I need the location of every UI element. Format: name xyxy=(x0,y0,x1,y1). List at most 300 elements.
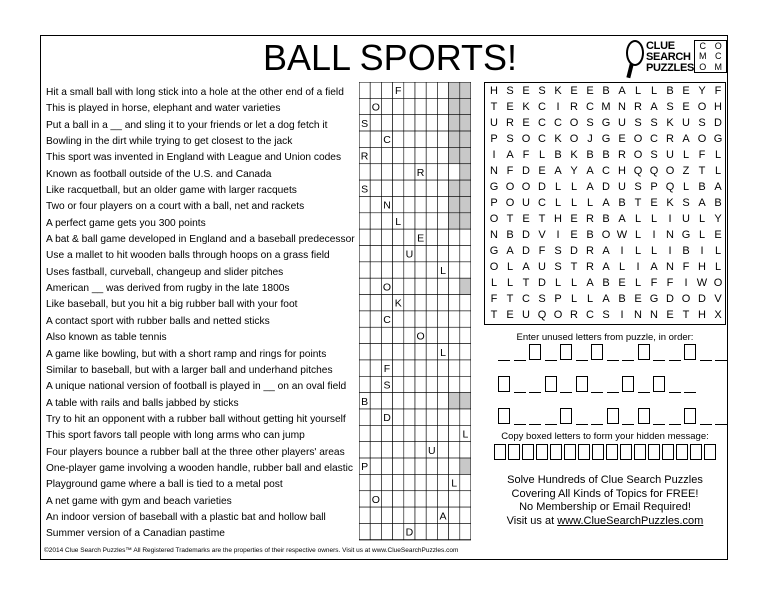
answer-cell[interactable] xyxy=(370,278,381,294)
message-letter-box[interactable] xyxy=(508,444,520,460)
word-search-letter[interactable]: A xyxy=(618,213,626,225)
answer-cell[interactable] xyxy=(359,311,370,327)
word-search-letter[interactable]: U xyxy=(522,197,530,209)
letter-blank[interactable] xyxy=(591,423,603,425)
word-search-letter[interactable]: E xyxy=(570,85,578,97)
answer-cell[interactable] xyxy=(393,409,404,425)
word-search-letter[interactable]: Q xyxy=(537,309,547,321)
answer-cell[interactable] xyxy=(449,442,460,458)
answer-cell[interactable] xyxy=(404,442,415,458)
word-search-letter[interactable]: O xyxy=(521,133,531,145)
answer-cell[interactable] xyxy=(426,131,437,147)
word-search-letter[interactable]: R xyxy=(586,213,594,225)
word-search-letter[interactable]: P xyxy=(490,197,498,209)
word-search-letter[interactable]: L xyxy=(490,277,498,289)
message-letter-box[interactable] xyxy=(578,444,590,460)
answer-cell[interactable] xyxy=(449,523,460,539)
word-search-letter[interactable]: O xyxy=(569,117,579,129)
answer-cell[interactable] xyxy=(415,507,426,523)
answer-cell[interactable] xyxy=(449,425,460,441)
answer-cell[interactable] xyxy=(381,229,392,245)
word-search-letter[interactable]: E xyxy=(570,213,578,225)
word-search-letter[interactable]: K xyxy=(522,101,530,113)
word-search-letter[interactable]: B xyxy=(602,213,610,225)
word-search-letter[interactable]: S xyxy=(602,309,610,321)
word-search-letter[interactable]: I xyxy=(620,309,624,321)
answer-cell[interactable] xyxy=(437,458,448,474)
answer-cell[interactable] xyxy=(381,147,392,163)
hidden-letter-box[interactable] xyxy=(638,344,650,360)
answer-cell[interactable] xyxy=(415,180,426,196)
word-search-letter[interactable]: E xyxy=(522,117,530,129)
answer-cell[interactable] xyxy=(370,262,381,278)
answer-cell[interactable] xyxy=(437,115,448,131)
answer-cell[interactable] xyxy=(437,164,448,180)
answer-cell[interactable] xyxy=(415,376,426,392)
answer-cell[interactable] xyxy=(393,98,404,114)
answer-cell[interactable] xyxy=(415,115,426,131)
answer-cell[interactable] xyxy=(370,344,381,360)
answer-cell[interactable] xyxy=(370,311,381,327)
answer-cell[interactable] xyxy=(449,344,460,360)
answer-cell[interactable] xyxy=(404,425,415,441)
word-search-letter[interactable]: O xyxy=(601,229,611,241)
message-letter-box[interactable] xyxy=(620,444,632,460)
letter-blank[interactable] xyxy=(514,423,526,425)
answer-cell[interactable] xyxy=(437,491,448,507)
word-search-letter[interactable]: F xyxy=(666,277,674,289)
message-letter-box[interactable] xyxy=(648,444,660,460)
word-search-letter[interactable]: L xyxy=(634,245,642,257)
word-search-letter[interactable]: I xyxy=(700,245,704,257)
letter-blank[interactable] xyxy=(715,359,727,361)
letter-blank[interactable] xyxy=(576,359,588,361)
word-search-letter[interactable]: I xyxy=(620,245,624,257)
answer-cell[interactable] xyxy=(460,327,471,343)
word-search-letter[interactable]: R xyxy=(570,101,578,113)
word-search-letter[interactable]: C xyxy=(650,133,658,145)
answer-cell[interactable] xyxy=(415,196,426,212)
answer-cell[interactable] xyxy=(426,311,437,327)
message-letter-box[interactable] xyxy=(592,444,604,460)
word-search-letter[interactable]: A xyxy=(522,261,530,273)
answer-cell[interactable] xyxy=(381,523,392,539)
word-search-letter[interactable]: U xyxy=(618,117,626,129)
word-search-letter[interactable]: T xyxy=(538,213,546,225)
answer-cell[interactable] xyxy=(404,344,415,360)
word-search-letter[interactable]: F xyxy=(682,261,690,273)
word-search-letter[interactable]: C xyxy=(538,117,546,129)
answer-cell[interactable] xyxy=(437,393,448,409)
word-search-letter[interactable]: N xyxy=(666,261,674,273)
answer-cell[interactable] xyxy=(415,360,426,376)
word-search-letter[interactable]: A xyxy=(618,85,626,97)
word-search-letter[interactable]: V xyxy=(538,229,546,241)
answer-cell[interactable] xyxy=(449,327,460,343)
word-search-letter[interactable]: E xyxy=(714,229,722,241)
word-search-letter[interactable]: L xyxy=(714,149,722,161)
answer-cell[interactable] xyxy=(370,360,381,376)
answer-cell[interactable] xyxy=(426,278,437,294)
answer-cell[interactable] xyxy=(437,147,448,163)
word-search-letter[interactable]: F xyxy=(650,277,658,289)
word-search-letter[interactable]: J xyxy=(587,133,593,145)
answer-cell[interactable] xyxy=(426,180,437,196)
answer-cell[interactable] xyxy=(460,295,471,311)
letter-blank[interactable] xyxy=(700,423,712,425)
letter-blank[interactable] xyxy=(684,391,696,393)
word-search-letter[interactable]: T xyxy=(506,293,514,305)
answer-cell[interactable] xyxy=(415,82,426,98)
answer-cell[interactable] xyxy=(393,131,404,147)
answer-cell[interactable] xyxy=(437,196,448,212)
answer-cell[interactable] xyxy=(404,278,415,294)
word-search-letter[interactable]: B xyxy=(666,85,674,97)
answer-cell[interactable] xyxy=(437,295,448,311)
answer-cell[interactable] xyxy=(460,442,471,458)
answer-cell[interactable] xyxy=(381,458,392,474)
word-search-letter[interactable]: L xyxy=(682,149,690,161)
answer-cell[interactable] xyxy=(426,164,437,180)
letter-blank[interactable] xyxy=(514,359,526,361)
answer-cell[interactable] xyxy=(370,458,381,474)
word-search-letter[interactable]: O xyxy=(713,277,723,289)
answer-cell[interactable] xyxy=(415,278,426,294)
answer-cell[interactable] xyxy=(449,507,460,523)
answer-cell[interactable] xyxy=(460,507,471,523)
word-search-letter[interactable]: R xyxy=(666,133,674,145)
word-search-letter[interactable]: H xyxy=(554,213,562,225)
answer-cell[interactable] xyxy=(437,98,448,114)
word-search-letter[interactable]: L xyxy=(554,181,562,193)
word-search-letter[interactable]: B xyxy=(554,149,562,161)
word-search-letter[interactable]: C xyxy=(522,293,530,305)
word-search-letter[interactable]: L xyxy=(714,261,722,273)
letter-blank[interactable] xyxy=(576,423,588,425)
word-search-letter[interactable]: E xyxy=(618,277,626,289)
word-search-letter[interactable]: K xyxy=(554,133,562,145)
answer-cell[interactable] xyxy=(404,295,415,311)
hidden-letter-box[interactable] xyxy=(545,376,557,392)
answer-cell[interactable] xyxy=(381,98,392,114)
word-search-letter[interactable]: B xyxy=(618,293,626,305)
answer-cell[interactable] xyxy=(460,344,471,360)
answer-cell[interactable] xyxy=(415,295,426,311)
answer-cell[interactable] xyxy=(404,491,415,507)
letter-blank[interactable] xyxy=(715,423,727,425)
word-search-letter[interactable]: E xyxy=(506,101,514,113)
answer-cell[interactable] xyxy=(437,246,448,262)
answer-cell[interactable] xyxy=(404,474,415,490)
word-search-letter[interactable]: S xyxy=(538,293,546,305)
answer-cell[interactable] xyxy=(359,507,370,523)
word-search-letter[interactable]: E xyxy=(522,213,530,225)
word-search-letter[interactable]: O xyxy=(697,101,707,113)
word-search-letter[interactable]: E xyxy=(618,133,626,145)
word-search-letter[interactable]: U xyxy=(522,309,530,321)
word-search-letter[interactable]: D xyxy=(522,229,530,241)
letter-blank[interactable] xyxy=(591,391,603,393)
word-search-letter[interactable]: W xyxy=(696,277,708,289)
answer-cell[interactable] xyxy=(381,327,392,343)
answer-cell[interactable] xyxy=(370,82,381,98)
answer-cell[interactable] xyxy=(381,474,392,490)
word-search-letter[interactable]: D xyxy=(538,277,546,289)
answer-cell[interactable] xyxy=(370,115,381,131)
answer-cell[interactable] xyxy=(381,115,392,131)
word-search-letter[interactable]: E xyxy=(538,165,546,177)
answer-cell[interactable] xyxy=(359,262,370,278)
answer-cell[interactable] xyxy=(393,474,404,490)
letter-blank[interactable] xyxy=(545,359,557,361)
word-search-letter[interactable]: S xyxy=(538,85,546,97)
letter-blank[interactable] xyxy=(653,359,665,361)
word-search-letter[interactable]: E xyxy=(634,293,642,305)
word-search-letter[interactable]: U xyxy=(682,117,690,129)
answer-cell[interactable] xyxy=(381,82,392,98)
hidden-letter-box[interactable] xyxy=(638,408,650,424)
answer-cell[interactable] xyxy=(370,474,381,490)
word-search-letter[interactable]: L xyxy=(714,165,722,177)
hidden-letter-box[interactable] xyxy=(529,344,541,360)
answer-cell[interactable] xyxy=(359,213,370,229)
answer-cell[interactable] xyxy=(415,131,426,147)
answer-cell[interactable] xyxy=(381,164,392,180)
answer-cell[interactable] xyxy=(404,393,415,409)
answer-cell[interactable] xyxy=(359,131,370,147)
word-search-letter[interactable]: T xyxy=(634,197,642,209)
word-search-letter[interactable]: C xyxy=(586,309,594,321)
letter-blank[interactable] xyxy=(607,359,619,361)
word-search-letter[interactable]: F xyxy=(490,293,498,305)
word-search-letter[interactable]: L xyxy=(506,277,514,289)
word-search-letter[interactable]: U xyxy=(666,149,674,161)
word-search-letter[interactable]: O xyxy=(521,181,531,193)
answer-cell[interactable] xyxy=(393,262,404,278)
word-search-letter[interactable]: Y xyxy=(698,85,706,97)
answer-cell[interactable] xyxy=(393,393,404,409)
answer-cell[interactable] xyxy=(415,474,426,490)
answer-cell[interactable] xyxy=(460,311,471,327)
answer-cell[interactable] xyxy=(437,523,448,539)
word-search-letter[interactable]: T xyxy=(506,213,514,225)
word-search-letter[interactable]: L xyxy=(586,197,594,209)
answer-cell[interactable] xyxy=(370,295,381,311)
answer-cell[interactable] xyxy=(426,213,437,229)
message-letter-box[interactable] xyxy=(704,444,716,460)
word-search-letter[interactable]: S xyxy=(634,181,642,193)
word-search-letter[interactable]: L xyxy=(586,293,594,305)
answer-cell[interactable] xyxy=(460,409,471,425)
answer-cell[interactable] xyxy=(449,295,460,311)
word-search-letter[interactable]: A xyxy=(650,261,658,273)
word-search-letter[interactable]: F xyxy=(506,165,514,177)
answer-cell[interactable] xyxy=(426,360,437,376)
answer-cell[interactable] xyxy=(359,425,370,441)
answer-cell[interactable] xyxy=(359,98,370,114)
word-search-letter[interactable]: O xyxy=(489,213,499,225)
word-search-letter[interactable]: B xyxy=(618,197,626,209)
word-search-letter[interactable]: O xyxy=(489,261,499,273)
answer-cell[interactable] xyxy=(359,491,370,507)
word-search-letter[interactable]: N xyxy=(650,309,658,321)
word-search-letter[interactable]: Y xyxy=(714,213,722,225)
answer-cell[interactable] xyxy=(404,229,415,245)
answer-cell[interactable] xyxy=(415,98,426,114)
word-search-letter[interactable]: S xyxy=(554,261,562,273)
word-search-letter[interactable]: G xyxy=(681,229,691,241)
answer-cell[interactable] xyxy=(426,295,437,311)
word-search-letter[interactable]: A xyxy=(506,149,514,161)
answer-cell[interactable] xyxy=(381,507,392,523)
answer-grid[interactable] xyxy=(359,82,471,541)
answer-cell[interactable] xyxy=(415,491,426,507)
message-letter-box[interactable] xyxy=(536,444,548,460)
answer-cell[interactable] xyxy=(415,393,426,409)
word-search-letter[interactable]: L xyxy=(634,85,642,97)
answer-cell[interactable] xyxy=(393,327,404,343)
answer-cell[interactable] xyxy=(359,360,370,376)
answer-cell[interactable] xyxy=(460,376,471,392)
answer-cell[interactable] xyxy=(415,442,426,458)
word-search-letter[interactable]: D xyxy=(522,245,530,257)
word-search-letter[interactable]: B xyxy=(602,85,610,97)
word-search-letter[interactable]: A xyxy=(650,101,658,113)
answer-cell[interactable] xyxy=(370,409,381,425)
word-search-letter[interactable]: E xyxy=(570,229,578,241)
answer-cell[interactable] xyxy=(426,196,437,212)
answer-cell[interactable] xyxy=(370,180,381,196)
word-search-letter[interactable]: U xyxy=(538,261,546,273)
answer-cell[interactable] xyxy=(381,180,392,196)
word-search-letter[interactable]: T xyxy=(698,165,706,177)
word-search-letter[interactable]: A xyxy=(506,245,514,257)
answer-cell[interactable] xyxy=(404,164,415,180)
message-letter-box[interactable] xyxy=(676,444,688,460)
word-search-letter[interactable]: H xyxy=(618,165,626,177)
answer-cell[interactable] xyxy=(415,425,426,441)
letter-blank[interactable] xyxy=(638,391,650,393)
word-search-letter[interactable]: D xyxy=(666,293,674,305)
word-search-letter[interactable]: O xyxy=(633,133,643,145)
answer-cell[interactable] xyxy=(460,360,471,376)
answer-cell[interactable] xyxy=(393,442,404,458)
word-search-letter[interactable]: L xyxy=(650,213,658,225)
answer-cell[interactable] xyxy=(404,196,415,212)
word-search-letter[interactable]: N xyxy=(618,101,626,113)
word-search-letter[interactable]: D xyxy=(698,293,706,305)
word-search-letter[interactable]: Q xyxy=(665,181,675,193)
word-search-letter[interactable]: P xyxy=(650,181,658,193)
word-search-letter[interactable]: S xyxy=(650,149,658,161)
word-search-letter[interactable]: P xyxy=(554,293,562,305)
hidden-letter-box[interactable] xyxy=(622,376,634,392)
word-search-letter[interactable]: I xyxy=(636,261,640,273)
answer-cell[interactable] xyxy=(381,246,392,262)
answer-cell[interactable] xyxy=(370,507,381,523)
answer-cell[interactable] xyxy=(449,311,460,327)
answer-cell[interactable] xyxy=(404,458,415,474)
word-search-letter[interactable]: I xyxy=(556,101,560,113)
answer-cell[interactable] xyxy=(437,376,448,392)
hidden-letter-box[interactable] xyxy=(653,376,665,392)
hidden-letter-box[interactable] xyxy=(576,376,588,392)
answer-cell[interactable] xyxy=(404,115,415,131)
word-search-letter[interactable]: N xyxy=(634,309,642,321)
word-search-letter[interactable]: E xyxy=(586,85,594,97)
answer-cell[interactable] xyxy=(404,147,415,163)
word-search-letter[interactable]: O xyxy=(697,133,707,145)
word-search-letter[interactable]: N xyxy=(490,165,498,177)
answer-cell[interactable] xyxy=(404,180,415,196)
word-search-letter[interactable]: L xyxy=(570,293,578,305)
answer-cell[interactable] xyxy=(437,474,448,490)
word-search-letter[interactable]: B xyxy=(586,149,594,161)
answer-cell[interactable] xyxy=(393,180,404,196)
answer-cell[interactable] xyxy=(415,262,426,278)
word-search-letter[interactable]: L xyxy=(570,181,578,193)
word-search-letter[interactable]: C xyxy=(538,197,546,209)
answer-cell[interactable] xyxy=(415,147,426,163)
answer-cell[interactable] xyxy=(370,246,381,262)
word-search-letter[interactable]: S xyxy=(682,197,690,209)
word-search-letter[interactable]: R xyxy=(618,149,626,161)
word-search-letter[interactable]: O xyxy=(633,149,643,161)
word-search-letter[interactable]: S xyxy=(586,117,594,129)
answer-cell[interactable] xyxy=(359,409,370,425)
answer-cell[interactable] xyxy=(359,278,370,294)
answer-cell[interactable] xyxy=(370,229,381,245)
word-search-letter[interactable]: S xyxy=(506,85,514,97)
answer-cell[interactable] xyxy=(437,311,448,327)
answer-cell[interactable] xyxy=(426,474,437,490)
word-search-letter[interactable]: M xyxy=(601,101,611,113)
word-search-letter[interactable]: O xyxy=(665,165,675,177)
word-search-letter[interactable]: L xyxy=(682,181,690,193)
word-search-letter[interactable]: F xyxy=(714,85,722,97)
letter-blank[interactable] xyxy=(669,423,681,425)
hidden-letter-box[interactable] xyxy=(498,376,510,392)
word-search-letter[interactable]: F xyxy=(698,149,706,161)
word-search-letter[interactable]: G xyxy=(713,133,723,145)
answer-cell[interactable] xyxy=(359,246,370,262)
answer-cell[interactable] xyxy=(426,98,437,114)
word-search-letter[interactable]: T xyxy=(570,261,578,273)
answer-cell[interactable] xyxy=(404,82,415,98)
word-search-letter[interactable]: F xyxy=(522,149,530,161)
answer-cell[interactable] xyxy=(393,278,404,294)
answer-cell[interactable] xyxy=(437,425,448,441)
letter-blank[interactable] xyxy=(669,391,681,393)
answer-cell[interactable] xyxy=(359,82,370,98)
word-search-letter[interactable]: V xyxy=(714,293,722,305)
answer-cell[interactable] xyxy=(426,82,437,98)
answer-cell[interactable] xyxy=(393,147,404,163)
word-search-letter[interactable]: E xyxy=(522,85,530,97)
answer-cell[interactable] xyxy=(404,98,415,114)
word-search-letter[interactable]: E xyxy=(682,101,690,113)
word-search-letter[interactable]: R xyxy=(570,309,578,321)
answer-cell[interactable] xyxy=(449,246,460,262)
answer-cell[interactable] xyxy=(370,523,381,539)
answer-cell[interactable] xyxy=(426,393,437,409)
word-search-letter[interactable]: A xyxy=(586,165,594,177)
answer-cell[interactable] xyxy=(381,393,392,409)
word-search-letter[interactable]: L xyxy=(714,245,722,257)
word-search-letter[interactable]: I xyxy=(652,229,656,241)
word-search-letter[interactable]: L xyxy=(698,229,706,241)
answer-cell[interactable] xyxy=(370,213,381,229)
